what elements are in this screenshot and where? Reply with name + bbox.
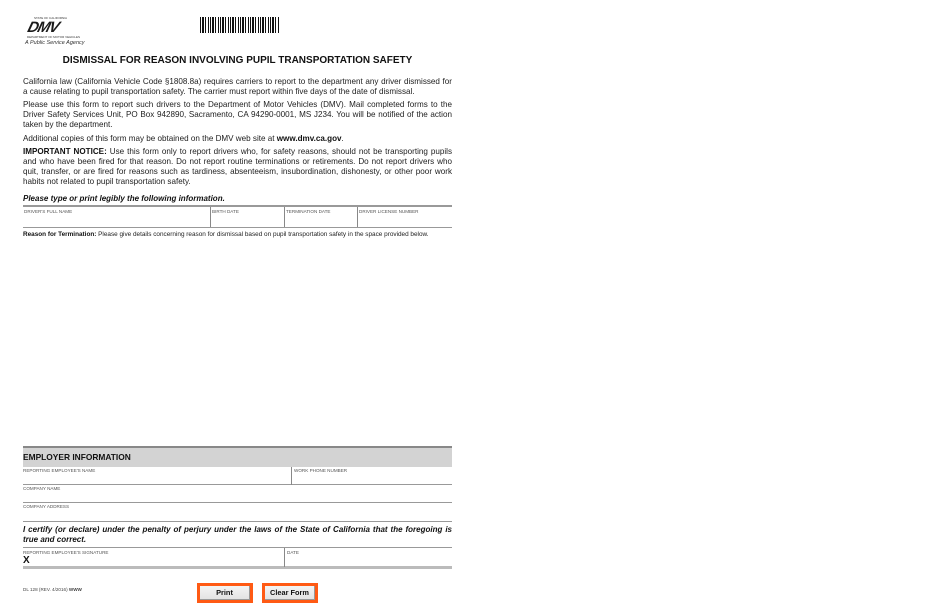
driver-full-name-label: DRIVER'S FULL NAME xyxy=(24,209,73,214)
work-phone-field[interactable] xyxy=(291,467,452,485)
signature-label: REPORTING EMPLOYEE'S SIGNATURE xyxy=(23,550,109,555)
driver-full-name-field[interactable] xyxy=(23,207,211,227)
signature-row xyxy=(23,547,452,569)
birth-date-label: BIRTH DATE xyxy=(212,209,239,214)
termination-date-label: TERMINATION DATE xyxy=(286,209,331,214)
important-notice-text: Use this form only to report drivers who, for safety reasons, should not be transporting pupils and who have been fired for that reason. Do not report routine terminations or retirements. Do not report drivers who quit, transfer, or are fired for reasons such as tardiness, absenteeism, insubordination, dishonesty, or other poor work habits not related to pupil transportation safety. xyxy=(23,147,453,186)
instruction-text: Please type or print legibly the following information. xyxy=(23,194,225,203)
signature-x-mark: X xyxy=(23,555,30,566)
barcode-icon xyxy=(200,17,280,33)
reason-text-area[interactable] xyxy=(23,242,452,442)
paragraph-instructions: Please use this form to report such drivers to the Department of Motor Vehicles (DMV). Mail completed forms to the Driver Safety Services Unit, PO Box 942890, Sacramento, CA 94290-0001, MS J234. You will be notified of the action taken by the department. xyxy=(23,100,452,129)
company-name-field[interactable] xyxy=(23,485,452,503)
termination-date-field[interactable] xyxy=(284,207,357,227)
signature-field[interactable] xyxy=(23,548,284,567)
clear-form-button-label: Clear Form xyxy=(265,586,315,600)
paragraph-important-notice xyxy=(23,147,452,187)
logo-mark: DMV xyxy=(25,19,61,36)
employer-info-heading: EMPLOYER INFORMATION xyxy=(23,452,131,462)
signature-date-label: DATE xyxy=(287,550,299,555)
copies-suffix: . xyxy=(341,134,344,143)
birth-date-field[interactable] xyxy=(210,207,284,227)
logo-department-text: DEPARTMENT OF MOTOR VEHICLES xyxy=(27,35,80,39)
print-button-label: Print xyxy=(200,586,250,600)
company-address-label: COMPANY ADDRESS xyxy=(23,504,70,509)
dmv-logo xyxy=(24,16,85,48)
dmv-website-link[interactable]: www.dmv.ca.gov xyxy=(276,134,342,143)
employer-info-header xyxy=(23,446,452,467)
company-address-field[interactable] xyxy=(23,503,452,522)
form-footer xyxy=(23,587,82,592)
paragraph-copies xyxy=(23,134,452,144)
driver-info-row xyxy=(23,205,452,228)
logo-state-text: STATE OF CALIFORNIA xyxy=(34,16,68,20)
form-id: DL 128 (REV. 4/2016) xyxy=(23,587,69,592)
reporting-employee-name-field[interactable] xyxy=(23,467,291,485)
reason-label: Reason for Termination: xyxy=(23,231,97,238)
company-name-label: COMPANY NAME xyxy=(23,486,61,491)
certification-statement: I certify (or declare) under the penalty of perjury under the laws of the State of California that the foregoing is true and correct. xyxy=(23,525,452,544)
form-title: DISMISSAL FOR REASON INVOLVING PUPIL TRANSPORTATION SAFETY xyxy=(62,55,413,66)
signature-date-field[interactable] xyxy=(284,548,452,567)
copies-text: Additional copies of this form may be obtained on the DMV web site at xyxy=(23,134,277,143)
driver-license-number-field[interactable] xyxy=(357,207,452,227)
important-notice-label: IMPORTANT NOTICE: xyxy=(23,147,107,156)
reason-for-termination xyxy=(23,231,429,238)
logo-tagline: A Public Service Agency xyxy=(25,40,85,46)
form-id-suffix: WWW xyxy=(68,587,82,592)
paragraph-law: California law (California Vehicle Code §1808.8a) requires carriers to report to the department any driver dismissed for a cause relating to pupil transportation safety. The carrier must report within five days of the date of dismissal. xyxy=(23,77,452,96)
clear-form-button[interactable] xyxy=(262,583,318,603)
work-phone-label: WORK PHONE NUMBER xyxy=(294,468,348,473)
reason-instructions: Please give details concerning reason for dismissal based on pupil transportation safety in the space provided below. xyxy=(96,231,429,238)
reporting-employee-name-label: REPORTING EMPLOYEE'S NAME xyxy=(23,468,96,473)
driver-license-number-label: DRIVER LICENSE NUMBER xyxy=(359,209,419,214)
print-button[interactable] xyxy=(197,583,253,603)
employer-row-1 xyxy=(23,467,452,485)
